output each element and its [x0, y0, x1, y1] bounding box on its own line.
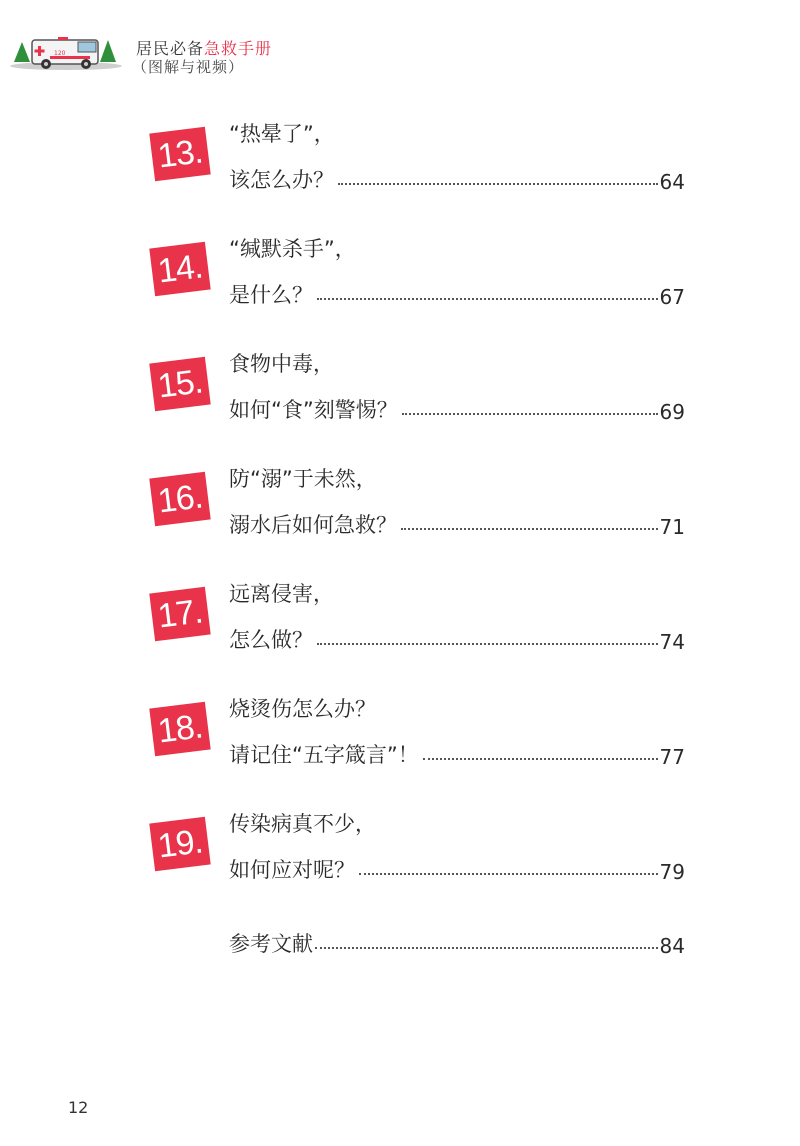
book-title-main: 居民必备	[136, 39, 205, 58]
page-ref: 64	[659, 170, 685, 194]
entry-title-line2: 怎么做？ 74	[229, 628, 685, 654]
toc-entry-19[interactable]	[0, 808, 800, 898]
entry-title-line2: 溺水后如何急救？ 71	[229, 513, 685, 539]
leader-dots	[338, 183, 658, 185]
entry-title-line2: 如何“食”刻警惕？ 69	[229, 398, 685, 424]
book-subtitle: （图解与视频）	[132, 58, 245, 76]
chapter-number-badge: 14.	[149, 242, 210, 296]
chapter-number-badge: 17.	[149, 587, 210, 641]
page-number: 12	[68, 1098, 89, 1117]
ambulance-number: 120	[54, 50, 66, 57]
toc-entry-13[interactable]	[0, 118, 800, 208]
toc-entry-14[interactable]	[0, 233, 800, 323]
chapter-number-badge: 18.	[149, 702, 210, 756]
page-ref: 74	[659, 630, 685, 654]
entry-title-line1: 防“溺”于未然，	[229, 467, 377, 491]
leader-dots	[317, 298, 658, 300]
entry-title-line1: “热晕了”，	[229, 122, 335, 146]
leader-dots	[359, 873, 658, 875]
entry-title-line1: 烧烫伤怎么办？	[229, 697, 376, 721]
page-ref: 84	[659, 934, 685, 958]
entry-title-line1: 远离侵害，	[229, 582, 334, 606]
page-ref: 69	[659, 400, 685, 424]
leader-dots	[315, 947, 658, 949]
references-label: 参考文献	[229, 932, 313, 956]
entry-title-line2: 是什么？ 67	[229, 283, 685, 309]
page-ref: 71	[659, 515, 685, 539]
leader-dots	[317, 643, 658, 645]
toc-entry-16[interactable]	[0, 463, 800, 553]
chapter-number-badge: 15.	[149, 357, 210, 411]
entry-title-line2: 该怎么办？ 64	[229, 168, 685, 194]
toc-entry-17[interactable]	[0, 578, 800, 668]
toc-entry-18[interactable]	[0, 693, 800, 783]
book-title-accent: 急救手册	[204, 39, 273, 58]
leader-dots	[401, 528, 658, 530]
toc-entry-15[interactable]	[0, 348, 800, 438]
entry-title-line1: 食物中毒，	[229, 352, 334, 376]
chapter-number-badge: 16.	[149, 472, 210, 526]
entry-title-line2: 如何应对呢？ 79	[229, 858, 685, 884]
chapter-number-badge: 19.	[149, 817, 210, 871]
page-ref: 67	[659, 285, 685, 309]
toc-entry-references[interactable]	[229, 928, 685, 958]
leader-dots	[402, 413, 658, 415]
entry-title-line2: 请记住“五字箴言”！ 77	[229, 743, 685, 769]
leader-dots	[423, 758, 658, 760]
entry-title-line1: 传染病真不少，	[229, 812, 376, 836]
page-ref: 77	[659, 745, 685, 769]
chapter-number-badge: 13.	[149, 127, 210, 181]
entry-title-line1: “缄默杀手”，	[229, 237, 356, 261]
page-ref: 79	[659, 860, 685, 884]
